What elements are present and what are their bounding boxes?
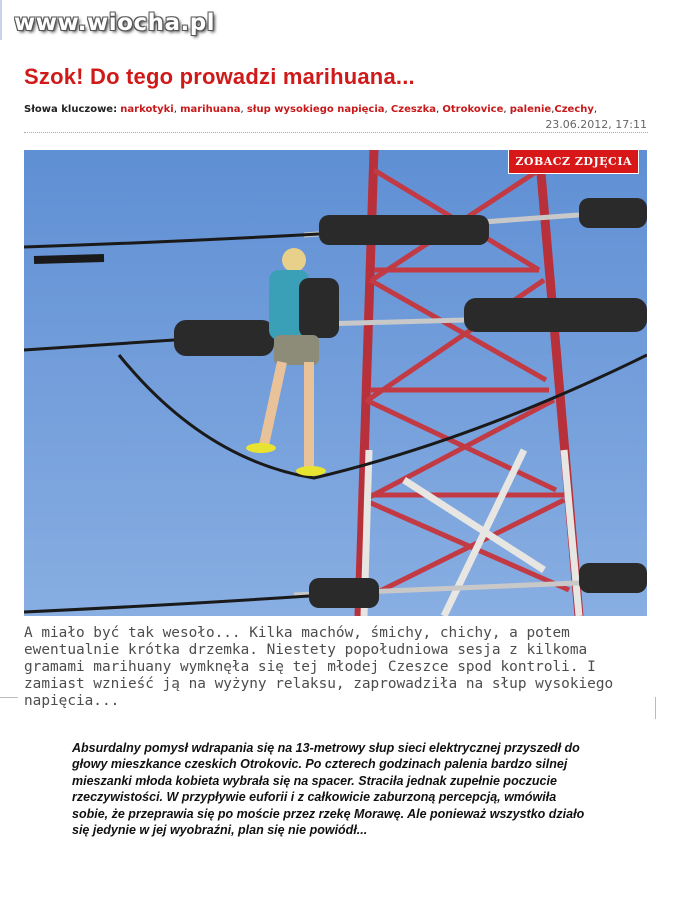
keywords-label: Słowa kluczowe: [24,104,118,115]
left-border [0,0,2,40]
divider [0,697,18,698]
article-title[interactable]: Szok! Do tego prowadzi marihuana... [24,64,415,89]
keyword-link[interactable]: Czechy [554,104,594,115]
keyword-link[interactable]: Czeszka [390,104,437,115]
keyword-link[interactable]: Otrokovice [442,104,504,115]
keyword-link[interactable]: słup wysokiego napięcia [246,104,385,115]
site-watermark: www.wiocha.pl [14,10,216,36]
see-photos-button[interactable]: ZOBACZ ZDJĘCIA [508,150,639,174]
divider [655,697,656,719]
article-date: 23.06.2012, 17:11 [545,118,647,131]
keyword-link[interactable]: palenie [509,104,552,115]
article-lead: A miało być tak wesoło... Kilka machów, śmichy, chichy, a potem ewentualnie krótka drzemka. Niestety popołudniowa sesja z kilkoma gramami marihuany wymknęła się tej młodej Czeszce spod kontroli. I zamiast wznieść ją na wyżyny relaksu, zaprowadziła na słup wysokiego napięcia... [24,625,614,709]
article-photo[interactable] [24,150,647,616]
divider [24,132,648,133]
keywords-line: Słowa kluczowe: narkotyki, marihuana, słup wysokiego napięcia, Czeszka, Otrokovice, palenie,Czechy, [24,104,598,115]
photo-illustration [24,150,647,616]
keyword-link[interactable]: narkotyki [120,104,174,115]
article-body: Absurdalny pomysł wdrapania się na 13-metrowy słup sieci elektrycznej przyszedł do głowy mieszkance czeskich Otrokovic. Po czterech godzinach palenia bardzo silnej mieszanki młoda kobieta wybrała się na spacer. Straciła jednak zupełnie poczucie rzeczywistości. W przypływie euforii i z całkowicie zaburzoną percepcją, wmówiła sobie, że przeprawia się po moście przez rzekę Morawę. Ale ponieważ wszystko działo się jedynie w jej wyobraźni, plan się nie powiódł... [72,741,585,838]
keyword-link[interactable]: marihuana [180,104,241,115]
